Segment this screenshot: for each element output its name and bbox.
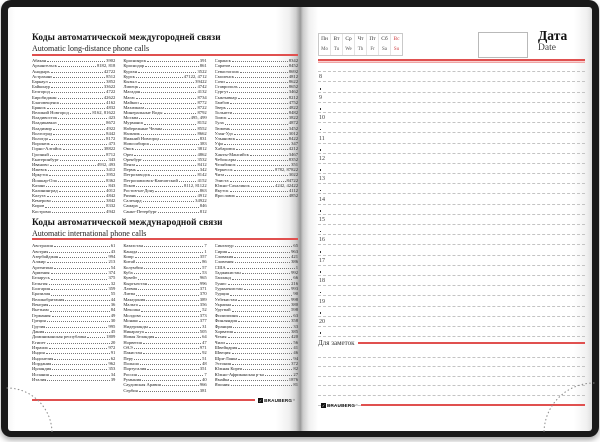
code-row: Самара 846 [123,203,207,209]
code-row: Австрия 43 [32,248,116,254]
weekday-cell: Пн [319,34,331,45]
code-column [123,243,206,393]
hour-line: 11 [318,133,585,143]
hour-schedule [318,62,585,337]
code-row: Байконур 33622 [32,84,116,90]
notes-red-line [358,342,585,344]
note-line [318,367,585,377]
bullet-dot-icon [320,332,322,334]
weekday-cell: Sa [379,45,391,56]
international-title-ru: Коды автоматической международной связи [32,218,223,228]
code-row: Таджикистан 992 [214,270,298,276]
code-row: Брянск 4832 [32,104,116,110]
code-row: Кострома 4942 [32,208,116,214]
red-footer-line [32,399,255,401]
code-row: Великий Новгород 8162, 81622 [32,110,116,116]
code-row: Магас 8734 [123,94,207,100]
code-row: Грузия 995 [32,323,116,329]
code-row: Индонезия 62 [32,355,116,361]
code-row: Саратов 8452 [214,63,298,69]
weekday-cell: Mo [319,45,331,56]
code-row: Астрахань 8512 [32,73,116,79]
code-row: Колумбия 57 [123,264,207,270]
code-row: Севастополь 8692 [214,68,298,74]
code-row: Нидерланды 31 [123,323,207,329]
code-row: Тольятти 8482 [214,110,298,116]
code-row: Мурманск 8152 [123,120,207,126]
code-row: Вологда 8172 [32,136,116,141]
bullet-line [318,82,585,92]
code-row: Монако 377 [123,318,207,324]
code-row: Эстония 372 [214,360,298,366]
code-row: ОАЭ 971 [123,344,207,350]
date-label-en: Date [538,43,556,53]
code-column [32,243,115,393]
weekday-grid [318,33,403,56]
code-row: Испания 34 [32,371,116,377]
hour-line: 17 [318,256,585,266]
bullet-line [318,286,585,296]
code-row: Саудовская Аравия 966 [123,382,207,388]
international-list [32,243,298,393]
hour-line: 18 [318,276,585,286]
code-row: Молдова 373 [123,312,207,318]
weekday-cell-sunday: Вс [393,36,400,43]
code-row: Майкоп 8772 [123,99,207,105]
code-row: Хабаровск 4212 [214,146,298,152]
code-row: Литва 370 [123,291,207,297]
code-row: Сирия 963 [214,248,298,254]
weekday-cell: Th [355,45,367,56]
bullet-line [318,266,585,276]
code-row: Махачкала 8722 [123,104,207,110]
code-row: Черкесск 8782, 87822 [214,167,298,173]
code-row: США 1 [214,264,298,270]
code-row: Кипр 357 [123,254,207,260]
code-row: Курган 3522 [123,68,207,74]
code-row: Грозный 8712 [32,151,116,157]
code-row: Сочи 8622 [214,78,298,84]
code-row: Владимир 4922 [32,125,116,131]
code-row: Орел 4862 [123,151,207,157]
code-row: Волгоград 8442 [32,130,116,136]
code-row: Липецк 4742 [123,84,207,90]
code-row: Япония 81 [214,382,298,388]
long-distance-list [32,58,298,214]
right-page [300,7,592,431]
code-row: Узбекистан 998 [214,296,298,302]
weekday-cell: Tu [331,45,343,56]
code-row: Бразилия 55 [32,291,116,297]
code-row: Кувейт 965 [123,275,207,281]
code-row: Москва 495, 499 [123,115,207,121]
code-row: Египет 20 [32,339,116,345]
bullet-line [318,327,585,337]
code-row: Тюмень 3452 [214,125,298,131]
code-row: Доминиканская республика 1809 [32,334,116,340]
code-row: Нальчик 8662 [123,130,207,136]
bullet-line [318,144,585,154]
code-row: Польша 48 [123,360,207,366]
code-row: Петропавловск-Камчатский 4152 [123,177,207,183]
hour-line: 19 [318,296,585,306]
code-row: Ирландия 353 [32,366,116,372]
code-row: Чили 56 [214,339,298,345]
hour-line: 15 [318,215,585,225]
code-row: Южно-Сахалинск 4242, 42422 [214,182,298,188]
code-row: Китай 86 [123,259,207,265]
code-row: Салехард 34922 [123,198,207,204]
code-row: Новосибирск 383 [123,141,207,147]
code-row: Дания 45 [32,328,116,334]
code-row: Ижевск 3412 [32,167,116,173]
code-row: Абакан 3902 [32,58,116,64]
code-row: Калуга 4842 [32,193,116,199]
hour-line: 14 [318,194,585,204]
bullet-line [318,123,585,133]
weekday-row-en [319,45,402,56]
weekday-cell-sunday: Su [393,47,400,53]
hour-line: 10 [318,113,585,123]
code-row: Челябинск 351 [214,161,298,167]
bullet-dot-icon [320,149,322,151]
date-label [538,29,586,54]
code-row: Бельгия 32 [32,280,116,286]
bullet-dot-icon [320,231,322,233]
code-row: Пакистан 92 [123,350,207,356]
hour-line: 13 [318,174,585,184]
code-row: Владикавказ 8672 [32,120,116,126]
code-row: Петрозаводск 8142 [123,172,207,178]
code-row: Белгород 4722 [32,89,116,95]
code-row: Благовещенск 4162 [32,99,116,105]
code-row: Ярославль 4852 [214,193,298,199]
code-row: Куба 53 [123,270,207,276]
bullet-line [318,103,585,113]
code-row: Магадан 4132 [123,89,207,95]
code-row: Уругвай 598 [214,307,298,313]
code-row: Беларусь 375 [32,275,116,281]
note-line [318,386,585,396]
code-row: Чебоксары 8352 [214,156,298,162]
code-row: Омск 3812 [123,146,207,152]
code-row: Томск 3822 [214,115,298,121]
code-row: Набережные Челны 8552 [123,125,207,131]
bullet-line [318,245,585,255]
code-row: Смоленск 4812 [214,73,298,79]
bullet-dot-icon [320,190,322,192]
code-row: Анадырь 42722 [32,68,116,74]
code-row: Австралия 61 [32,243,116,249]
brauberg-check-icon: ✓ [258,397,263,403]
notes-label: Для заметок [318,339,355,347]
code-row: Болгария 359 [32,286,116,292]
code-row: Новая Зеландия 64 [123,334,207,340]
note-line [318,348,585,358]
date-label-ru: Дата [538,28,568,43]
code-row: Перу 51 [123,355,207,361]
code-row: Архангельск 8182, 818 [32,63,116,69]
code-row: Ямайка 1876 [214,376,298,382]
code-row: Ростов-на-Дону 863 [123,187,207,193]
code-row: Сургут 3462 [214,89,298,95]
code-row: Саранск 8342 [214,58,298,64]
code-row: Тунис 216 [214,280,298,286]
code-row: Элиста 84722 [214,177,298,183]
code-row: Нижний Новгород 831 [123,136,207,141]
code-row: Мексика 52 [123,307,207,313]
code-row: Краснодар 861 [123,63,207,69]
bullet-dot-icon [320,271,322,273]
code-row: Македония 389 [123,296,207,302]
weekday-cell: Чт [355,34,367,45]
bullet-line [318,164,585,174]
notes-header [318,338,585,348]
code-row: Словакия 421 [214,254,298,260]
code-row: Иваново 4932, 493 [32,161,116,167]
code-column [215,243,298,393]
code-row: Якутск 4112 [214,187,298,193]
code-row: Оренбург 3532 [123,156,207,162]
bullet-dot-icon [320,108,322,110]
weekday-cell: We [343,45,355,56]
code-row: Швейцария 41 [214,344,298,350]
bullet-dot-icon [320,169,322,171]
code-row: Псков 8112, 81122 [123,182,207,188]
code-row: Ставрополь 8652 [214,84,298,90]
code-row: Курск 47122, 4712 [123,73,207,79]
code-row: Никарагуа 505 [123,328,207,334]
brauberg-logo [258,398,295,403]
code-row: Таиланд 66 [214,275,298,281]
code-row: Калининград 4012 [32,187,116,193]
code-row: Кемерово 3842 [32,198,116,204]
code-row: Канада 1 [123,248,207,254]
weekday-cell: Сб [379,34,391,45]
hour-line: 20 [318,317,585,327]
bullet-dot-icon [320,210,322,212]
code-row: Ханты-Мансийск 3467 [214,151,298,157]
red-footer-line [361,404,585,406]
left-footer [32,396,298,404]
code-row: Индия 91 [32,350,116,356]
weekday-cell: Вт [331,34,343,45]
left-page [8,7,300,431]
code-row: Казахстан 7 [123,243,207,249]
code-row: Санкт-Петербург 812 [123,208,207,214]
code-row: Красноярск 391 [123,58,207,64]
brand-name: BRAUBERG [327,402,356,408]
code-row: Екатеринбург 343 [32,156,116,162]
code-row: Сыктывкар 8212 [214,94,298,100]
code-row: Пермь 342 [123,167,207,173]
registered-mark: ® [292,398,295,402]
note-line [318,377,585,387]
code-row: Владивосток 423 [32,115,116,121]
note-line [318,358,585,368]
code-row: Филиппины 63 [214,312,298,318]
hour-line: 9 [318,93,585,103]
code-row: Иркутск 3952 [32,172,116,178]
code-row: Словения 386 [214,259,298,265]
code-row: Пенза 8412 [123,161,207,167]
code-row: Франция 33 [214,323,298,329]
code-row: Великобритания 44 [32,296,116,302]
bullet-line [318,307,585,317]
code-row: Чита 3022 [214,172,298,178]
bullet-line [318,205,585,215]
code-row: Хорватия 385 [214,328,298,334]
code-row: Норвегия 47 [123,339,207,345]
code-row: Армения 374 [32,270,116,276]
code-row: Киров 8332 [32,203,116,209]
code-row: Южно-Африканская р-ка 27 [214,371,298,377]
code-row: Венгрия 36 [32,302,116,308]
code-row: Воронеж 473 [32,141,116,147]
code-row: Алжир 213 [32,259,116,265]
code-row: Йошкар-Ола 8362 [32,177,116,183]
right-footer [318,401,585,409]
registered-mark: ® [355,403,358,407]
code-row: Южная Корея 82 [214,366,298,372]
hour-line: 16 [318,235,585,245]
code-row: Туркменистан 993 [214,286,298,292]
code-row: Шри-Ланка 94 [214,355,298,361]
code-row: Биробиджан 42622 [32,94,116,100]
code-row: Горно-Алтайск 38822 [32,146,116,152]
red-divider [32,54,298,56]
empty-line [318,62,585,72]
code-row: Уфа 347 [214,141,298,147]
code-column [32,58,115,214]
brand-name: BRAUBERG [264,397,293,403]
international-title-en: Automatic international phone calls [32,229,147,238]
code-row: Тамбов 4752 [214,99,298,105]
brauberg-check-icon: ✓ [321,402,326,408]
long-distance-title-ru: Коды автоматической междугородней связи [32,33,221,43]
code-row: Сингапур 65 [214,243,298,249]
bullet-dot-icon [320,312,322,314]
code-row: Израиль 972 [32,344,116,350]
weekday-row-ru [319,34,402,45]
bullet-line [318,184,585,194]
code-row: Тула 4872 [214,120,298,126]
date-box [478,32,528,58]
code-row: Латвия 371 [123,286,207,292]
code-row: Азербайджан 994 [32,254,116,260]
code-row: Рязань 4912 [123,193,207,199]
code-row: Сербия 381 [123,387,207,393]
long-distance-title-en: Automatic long-distance phone calls [32,44,150,53]
code-row: Германия 49 [32,312,116,318]
notes-lines [318,348,585,406]
code-row: Тверь 4822 [214,104,298,110]
code-row: Улан-Удэ 3012 [214,130,298,136]
red-divider [32,238,298,240]
code-row: Иордания 962 [32,360,116,366]
code-row: Италия 39 [32,376,116,382]
bullet-dot-icon [320,88,322,90]
code-row: Барнаул 3852 [32,78,116,84]
code-row: Румыния 40 [123,376,207,382]
code-row: Чехия 420 [214,334,298,340]
brauberg-logo [321,403,358,408]
code-row: Вьетнам 84 [32,307,116,313]
code-row: Кызыл 39422 [123,78,207,84]
hour-line: 8 [318,72,585,82]
code-row: Аргентина 54 [32,264,116,270]
bullet-line [318,225,585,235]
code-row: Кыргызстан 996 [123,280,207,286]
code-row: Россия 7 [123,371,207,377]
code-row: Швеция 46 [214,350,298,356]
bullet-dot-icon [320,292,322,294]
code-row: Турция 90 [214,291,298,297]
code-row: Украина 380 [214,302,298,308]
code-row: Ульяновск 8422 [214,136,298,141]
hour-line: 12 [318,154,585,164]
weekday-cell: Ср [343,34,355,45]
code-row: Финляндия 358 [214,318,298,324]
code-row: Мальта 356 [123,302,207,308]
code-row: Греция 30 [32,318,116,324]
code-row: Минеральные Воды 8792 [123,110,207,116]
weekday-cell: Fr [367,45,379,56]
code-row: Португалия 351 [123,366,207,372]
weekday-cell: Пт [367,34,379,45]
code-column [123,58,206,214]
bullet-dot-icon [320,129,322,131]
code-column [215,58,298,214]
bullet-dot-icon [320,251,322,253]
code-row: Казань 843 [32,182,116,188]
